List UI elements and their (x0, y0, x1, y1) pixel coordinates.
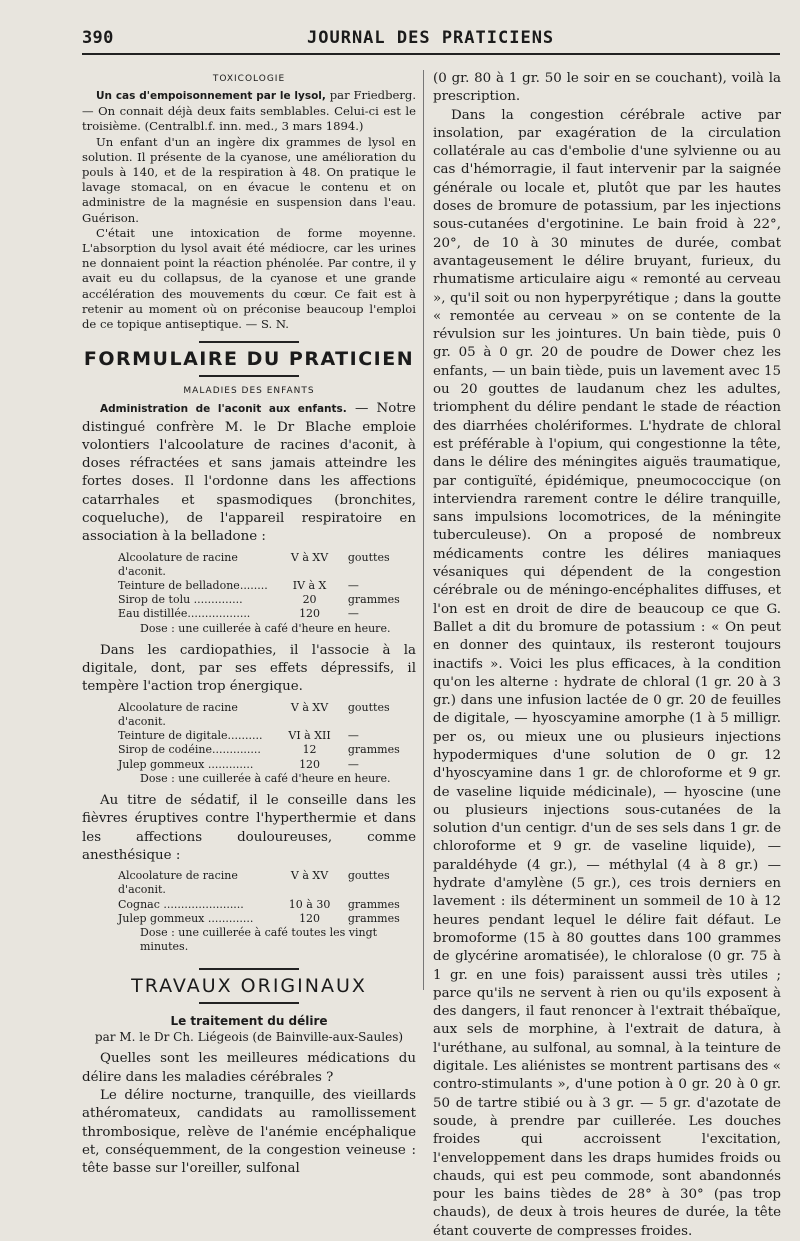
recipe-row (82, 758, 416, 772)
section-rule-bottom (199, 1002, 299, 1004)
article-title: Le traitement du délire (170, 1014, 328, 1029)
ingredient-name: Julep gommeux ............. (118, 757, 254, 771)
page-header (62, 26, 780, 48)
recipe-row (82, 607, 416, 621)
recipe-row (82, 579, 416, 593)
ingredient-qty: IV à X (292, 579, 327, 593)
sedatif-paragraph: Au titre de sédatif, il le conseille dans les fièvres éruptives contre l'hyperthermie et dans les affections douloureuses, comme anesthésique : (82, 792, 416, 863)
recipe-2 (82, 701, 416, 786)
ingredient-qty: 10 à 30 (288, 897, 331, 911)
right-column (433, 70, 781, 1241)
ingredient-name: Sirop de codéine.............. (118, 743, 261, 757)
recipe-row (82, 551, 416, 579)
ingredient-unit: gouttes (347, 700, 390, 714)
recipe-dose: Dose : une cuillerée à café d'heure en heure. (140, 621, 391, 635)
ingredient-qty: V à XV (290, 869, 329, 883)
ingredient-qty: VI à XII (288, 729, 331, 743)
ingredient-qty: 120 (299, 757, 321, 771)
tox-title: Un cas d'empoisonnement par le lysol, (96, 90, 326, 102)
journal-title: JOURNAL DES PRATICIENS (307, 28, 555, 48)
ingredient-name: Sirop de tolu .............. (118, 593, 243, 607)
ingredient-unit: gouttes (347, 550, 390, 564)
recipe-row (82, 743, 416, 757)
recipe-1 (82, 551, 416, 636)
ingredient-qty: 12 (302, 743, 317, 757)
right-paragraph-2: Dans la congestion cérébrale active par insolation, par exagération de la circulation collatérale au cas d'embolie d'une sylvienne ou au cas d'hémorragie, il faut intervenir par la saignée générale ou locale et, plutôt que par les hautes doses de bromure de potassium, par les injections sous-cutanées d'ergotinine. Le bain froid à 22°, 20°, de 10 à 30 minutes de durée, combat avantageusement le délire bruyant, furieux, du rhumatisme articulaire aigu « remonté au cerveau », qu'il soit ou non hyperpyrétique ; dans la goutte « remontée au cerveau » on se contente de la révulsion sur les jointures. Un bain tiède, puis 0 gr. 05 à 0 gr. 20 de poudre de Dower chez les enfants, — un bain tiède, puis un lavement avec 15 ou 20 gouttes de laudanum chez les adultes, triomphent du délire pendant le stade de réaction des diarrhées cholériformes. L'hydrate de chloral est préférable à l'opium, qui congestionne la tête, dans le délire des méningites aiguës traumatique, par contiguïté, épidémique, pneumococcique (on interviendra rarement contre le délire tranquille, sans impulsions locomotrices, de la méningite tuberculeuse). On a proposé de nombreux médicaments contre les délires maniaques vésaniques qui dépendent de la congestion cérébrale ou de méningo-encéphalites diffuses, et l'on est en droit de dire de beaucoup ce que G. Ballet a dit du bromure de potassium : « On peut en donner des quintaux, ils resteront toujours inactifs ». Voici les plus efficaces, à la condition qu'on les alterne : hydrate de chloral (1 gr. 20 à 3 gr.) dans une infusion lactée de 0 gr. 20 de feuilles de digitale, — hyoscyamine amorphe (1 à 5 milligr. per os, ou mieux une ou plusieurs injections hypodermiques d'une solution de 0 gr. 12 d'hyoscyamine dans 1 gr. de chloroforme et 9 gr. de vaseline liquide médicinale), — hyoscine (une ou plusieurs injections sous-cutanées de la solution d'un centigr. d'un de ses sels dans 1 gr. de chloroforme et 9 gr. de vaseline liquide), — paraldéhyde (4 gr.), — méthylal (4 à 8 gr.) — hydrate d'amylène (5 gr.), ces trois derniers en lavement : ils déterminent un sommeil de 10 à 12 heures pendant lequel le délire fait défaut. Le bromoforme (15 à 80 gouttes dans 100 grammes de glycérine aromatisée), le chloralose (0 gr. 75 à 1 gr. en une fois) paraissent aussi très utiles ; parce qu'ils ne servent à rien ou qu'ils exposent à des dangers, il faut renoncer à l'extrait thébaïque, aux sels de morphine, à l'extrait de datura, à l'uréthane, au sulfonal, au somnal, à la teinture de digitale. Les aliénistes se montrent partisans des « contro-stimulants », d'une potion à 0 gr. 20 à 0 gr. 50 de tartre stibié ou à 3 gr. — 5 gr. d'azotate de soude, à prendre par cuillerée. Les douches froides qui accroissent l'excitation, l'enveloppement dans les draps humides froids ou chauds, qui est peu commode, sont abandonnés pour les bains tièdes de 28° à 30° (pas trop chauds), de deux à trois heures de durée, la tête étant couverte de compresses froides. (433, 107, 781, 1239)
recipe-row (82, 593, 416, 607)
recipe-row (82, 869, 416, 897)
right-paragraph-1: (0 gr. 80 à 1 gr. 50 le soir en se couchant), voilà la prescription. (433, 71, 781, 105)
article-paragraph-2: Le délire nocturne, tranquille, des vieillards athéromateux, candidats au ramollissement thrombosique, relève de l'anémie encéphalique et, conséquemment, de la congestion veineuse : tête basse sur l'oreiller, sulfonal (82, 1087, 416, 1177)
ingredient-name: Teinture de belladone........ (118, 579, 268, 593)
aconit-intro-rest: — Notre distingué confrère M. le Dr Blache emploie volontiers l'alcoolature de racines d'aconit, à doses réfractées et sans jamais atteindre les fortes doses. Il l'ordonne dans les affections catarrhales et spasmodiques (bronchites, coqueluche), de l'appareil respiratoire en association à la belladone : (82, 401, 416, 545)
page-number: 390 (82, 28, 114, 48)
article-byline: par M. le Dr Ch. Liégeois (de Bainville-aux-Saules) (94, 1030, 404, 1045)
ingredient-qty: V à XV (290, 550, 329, 564)
ingredient-name: Teinture de digitale.......... (118, 729, 263, 743)
ingredient-name: Cognac ....................... (118, 897, 244, 911)
ingredient-name: Alcoolature de racine d'aconit. (118, 550, 238, 578)
travaux-title: TRAVAUX ORIGINAUX (131, 975, 367, 998)
recipe-row (82, 898, 416, 912)
recipe-row (82, 701, 416, 729)
ingredient-unit: — (347, 757, 359, 771)
cardio-paragraph: Dans les cardiopathies, il l'associe à la digitale, dont, par ses effets dépressifs, il tempère l'action trop énergique. (82, 642, 416, 695)
left-column (82, 62, 416, 1178)
ingredient-qty: 120 (299, 607, 321, 621)
recipe-3 (82, 869, 416, 954)
column-divider (423, 70, 424, 990)
ingredient-qty: V à XV (290, 700, 329, 714)
ingredient-unit: grammes (347, 593, 400, 607)
recipe-row (82, 912, 416, 926)
maladies-heading: MALADIES DES ENFANTS (183, 386, 315, 397)
ingredient-name: Alcoolature de racine d'aconit. (118, 700, 238, 728)
ingredient-unit: gouttes (347, 869, 390, 883)
ingredient-name: Eau distillée.................. (118, 607, 251, 621)
ingredient-unit: — (347, 607, 359, 621)
formulaire-title: FORMULAIRE DU PRATICIEN (83, 348, 415, 371)
ingredient-unit: — (347, 579, 359, 593)
section-rule-top (199, 341, 299, 343)
section-rule-bottom (199, 375, 299, 377)
section-rule-top (199, 968, 299, 970)
toxicologie-heading: TOXICOLOGIE (212, 74, 286, 84)
ingredient-unit: grammes (347, 897, 400, 911)
ingredient-name: Julep gommeux ............. (118, 911, 254, 925)
tox-paragraph-1: Un enfant d'un an ingère dix grammes de lysol en solution. Il présente de la cyanose, une amélioration du pouls à 140, et de la respiration à 48. On pratique le lavage stomacal, on en évacue le contenu et on administre de la magnésie en suspension dans l'eau. Guérison. (82, 134, 416, 225)
tox-paragraph-2: C'était une intoxication de forme moyenne. L'absorption du lysol avait été médiocre, car les urines ne donnaient point la réaction phénolée. Par contre, il y avait eu du collapsus, de la cyanose et une grande accélération des mouvements du cœur. Ce fait est à retenir au moment où on préconise beaucoup l'emploi de ce topique antiseptique. — S. N. (82, 225, 416, 332)
ingredient-name: Alcoolature de racine d'aconit. (118, 869, 238, 897)
recipe-dose: Dose : une cuillerée à café toutes les vingt minutes. (140, 925, 378, 954)
ingredient-unit: — (347, 729, 359, 743)
ingredient-qty: 20 (302, 593, 317, 607)
recipe-row (82, 729, 416, 743)
aconit-title: Administration de l'aconit aux enfants. (100, 403, 347, 416)
ingredient-unit: grammes (347, 911, 400, 925)
aconit-intro (82, 400, 416, 546)
article-paragraph-1: Quelles sont les meilleures médications du délire dans les maladies cérébrales ? (82, 1051, 416, 1085)
ingredient-unit: grammes (347, 743, 400, 757)
recipe-dose: Dose : une cuillerée à café d'heure en heure. (140, 771, 391, 785)
tox-intro (82, 88, 416, 135)
tox-intro-rest: par Friedberg. — On connait déjà deux faits semblables. Celui-ci est le troisième. (Centralbl.f. inn. med., 3 mars 1894.) (82, 88, 417, 134)
ingredient-qty: 120 (299, 911, 321, 925)
header-rule (82, 53, 780, 55)
